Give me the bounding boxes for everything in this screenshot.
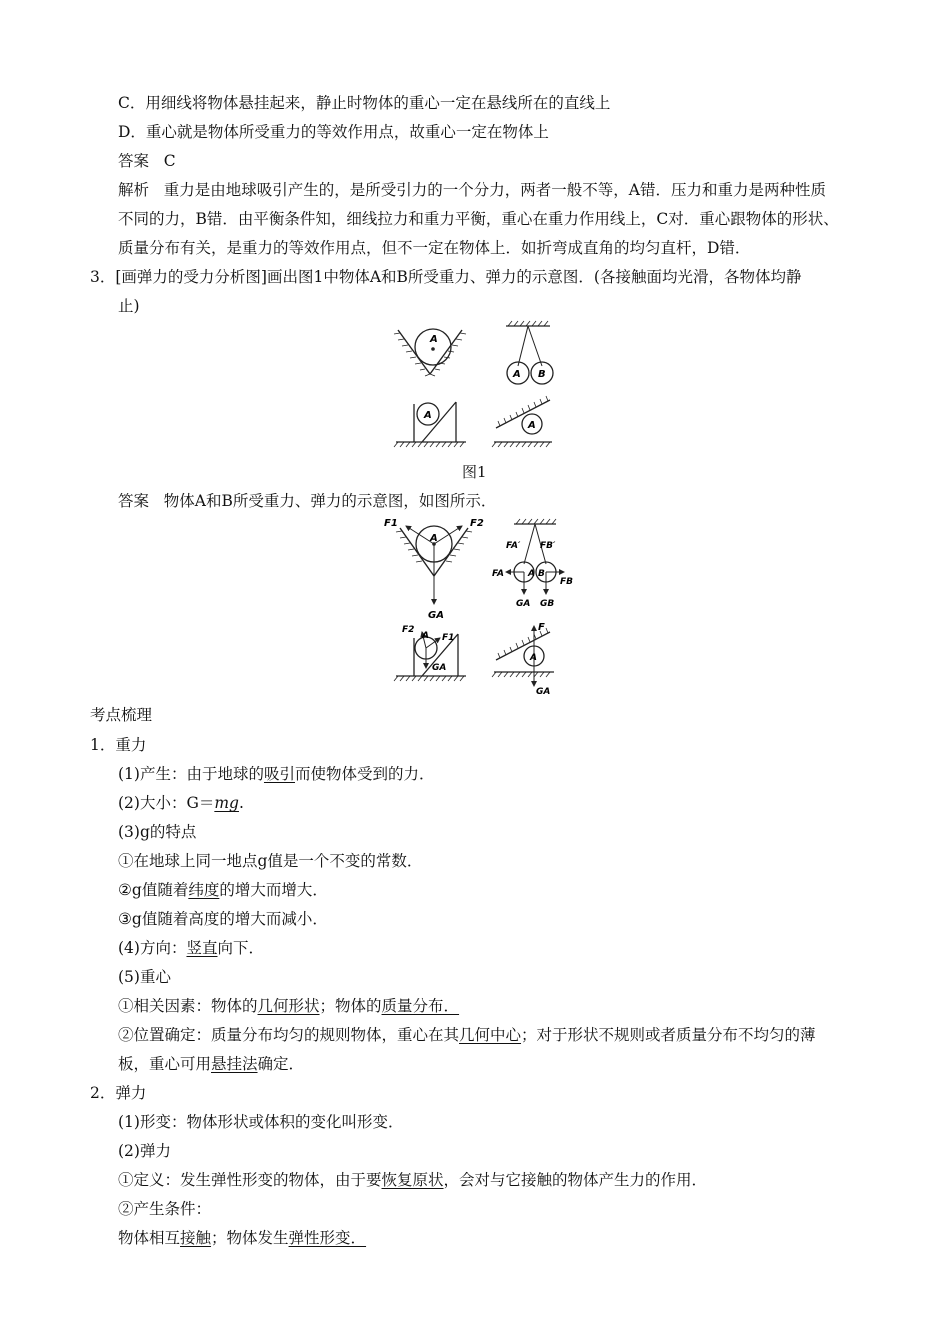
ball-a-label: A — [424, 410, 432, 421]
figure-2-answer — [378, 514, 578, 700]
force-fa-label: FA — [492, 569, 504, 579]
blank-answer: 质量分布． — [381, 997, 460, 1015]
explanation-text: 重力是由地球吸引产生的，是所受引力的一个分力，两者一般不等，A错．压力和重力是两种性质 — [163, 181, 826, 199]
force-f2-label: F2 — [470, 518, 484, 529]
blank-answer: 纬度 — [188, 881, 220, 899]
ball-b-label: B — [538, 569, 545, 579]
gravity-origin: (1)产生：由于地球的吸引而使物体受到的力． — [118, 765, 435, 783]
gravity-ga-label: GA — [516, 599, 531, 609]
ball-b-label: B — [538, 369, 546, 380]
explanation-line-1 — [118, 179, 826, 201]
section-title: 考点梳理 — [90, 706, 153, 724]
gravity-direction: (4)方向：竖直向下． — [118, 939, 264, 957]
blank-answer: 几何中心 — [459, 1026, 522, 1044]
ball-a-label: A — [528, 569, 535, 579]
gravity-ga-label: GA — [536, 687, 551, 697]
blank-answer: 竖直 — [186, 939, 218, 957]
explanation-line-3: 质量分布有关，是重力的等效作用点，但不一定在物体上．如折弯成直角的均匀直杆，D错． — [118, 239, 751, 257]
gravity-gb-label: GB — [540, 599, 555, 609]
deformation-def: (1)形变：物体形状或体积的变化叫形变． — [118, 1113, 404, 1131]
ball-a-label: A — [513, 369, 521, 380]
wedge-force-diagram — [394, 625, 466, 681]
ball-a-label: A — [528, 420, 536, 431]
cog-factors: ①相关因素：物体的几何形状；物体的质量分布． — [118, 997, 460, 1015]
blank-answer: 几何形状 — [257, 997, 320, 1015]
force-f1-label: F1 — [442, 633, 455, 643]
figure-1 — [390, 320, 570, 450]
blank-answer: 吸引 — [263, 765, 295, 783]
v-groove-diagram — [394, 329, 466, 376]
cog-position-1: ②位置确定：质量分布均匀的规则物体，重心在其几何中心；对于形状不规则或者质量分布不均匀的薄 — [118, 1026, 816, 1044]
ball-a-label: A — [430, 533, 438, 544]
conditions-heading: ②产生条件： — [118, 1200, 212, 1218]
heading-elastic-force: 2．弹力 — [90, 1084, 147, 1102]
conditions-text: 物体相互接触；物体发生弹性形变． — [118, 1229, 367, 1247]
force-fb-label: FB — [560, 577, 574, 587]
figure-1-caption: 图1 — [462, 463, 487, 481]
blank-answer: 悬挂法 — [211, 1055, 258, 1073]
answer-3 — [118, 490, 496, 512]
answer-2 — [118, 150, 176, 172]
answer-value: C — [163, 152, 176, 170]
option-d: D．重心就是物体所受重力的等效作用点，故重心一定在物体上 — [118, 123, 549, 141]
g-feature-2: ②g值随着纬度的增大而增大． — [118, 881, 328, 899]
incline-ball-diagram — [492, 396, 552, 447]
incline-force-diagram — [492, 622, 554, 697]
gravity-ga-label: GA — [432, 663, 447, 673]
explanation-label: 解析 — [118, 181, 150, 199]
center-of-gravity-heading: (5)重心 — [118, 968, 171, 986]
ball-a-label: A — [530, 653, 537, 663]
g-features-heading: (3)g的特点 — [118, 823, 197, 841]
blank-answer: mg — [214, 794, 239, 812]
cog-position-2: 板，重心可用悬挂法确定． — [118, 1055, 305, 1073]
force-f1-label: F1 — [384, 518, 398, 529]
gravity-magnitude: (2)大小：G＝mg. — [118, 794, 244, 812]
hanging-balls-diagram — [506, 321, 553, 384]
hanging-balls-force-diagram — [492, 519, 573, 609]
gravity-ga-label: GA — [428, 610, 444, 621]
question-3-line-1: 3．[画弹力的受力分析图]画出图1中物体A和B所受重力、弹力的示意图．(各接触面均光滑，各物体均静 — [90, 268, 802, 286]
ball-a-label: A — [430, 334, 438, 345]
ball-a-label: A — [422, 631, 429, 641]
blank-answer: 弹性形变． — [288, 1229, 367, 1247]
heading-gravity: 1．重力 — [90, 736, 147, 754]
g-feature-3: ③g值随着高度的增大而减小． — [118, 910, 328, 928]
question-3-line-2: 止) — [118, 297, 140, 315]
blank-answer: 接触 — [180, 1229, 212, 1247]
answer-label: 答案 — [118, 152, 150, 170]
force-f-label: F — [538, 622, 545, 633]
elastic-force-heading: (2)弹力 — [118, 1142, 171, 1160]
v-groove-force-diagram — [384, 518, 484, 621]
force-f2-label: F2 — [402, 625, 415, 635]
force-fa-prime-label: FA′ — [506, 541, 521, 551]
answer-label: 答案 — [118, 492, 150, 510]
option-c: C．用细线将物体悬挂起来，静止时物体的重心一定在悬线所在的直线上 — [118, 94, 611, 112]
g-feature-1: ①在地球上同一地点g值是一个不变的常数． — [118, 852, 423, 870]
answer-text: 物体A和B所受重力、弹力的示意图，如图所示． — [163, 492, 497, 510]
blank-answer: 恢复原状 — [381, 1171, 444, 1189]
force-fb-prime-label: FB′ — [540, 541, 556, 551]
explanation-line-2: 不同的力，B错．由平衡条件知，细线拉力和重力平衡，重心在重力作用线上，C对．重心跟物体的形状、 — [118, 210, 839, 228]
elastic-force-def: ①定义：发生弹性形变的物体，由于要恢复原状，会对与它接触的物体产生力的作用． — [118, 1171, 708, 1189]
wedge-ball-diagram — [394, 400, 466, 447]
